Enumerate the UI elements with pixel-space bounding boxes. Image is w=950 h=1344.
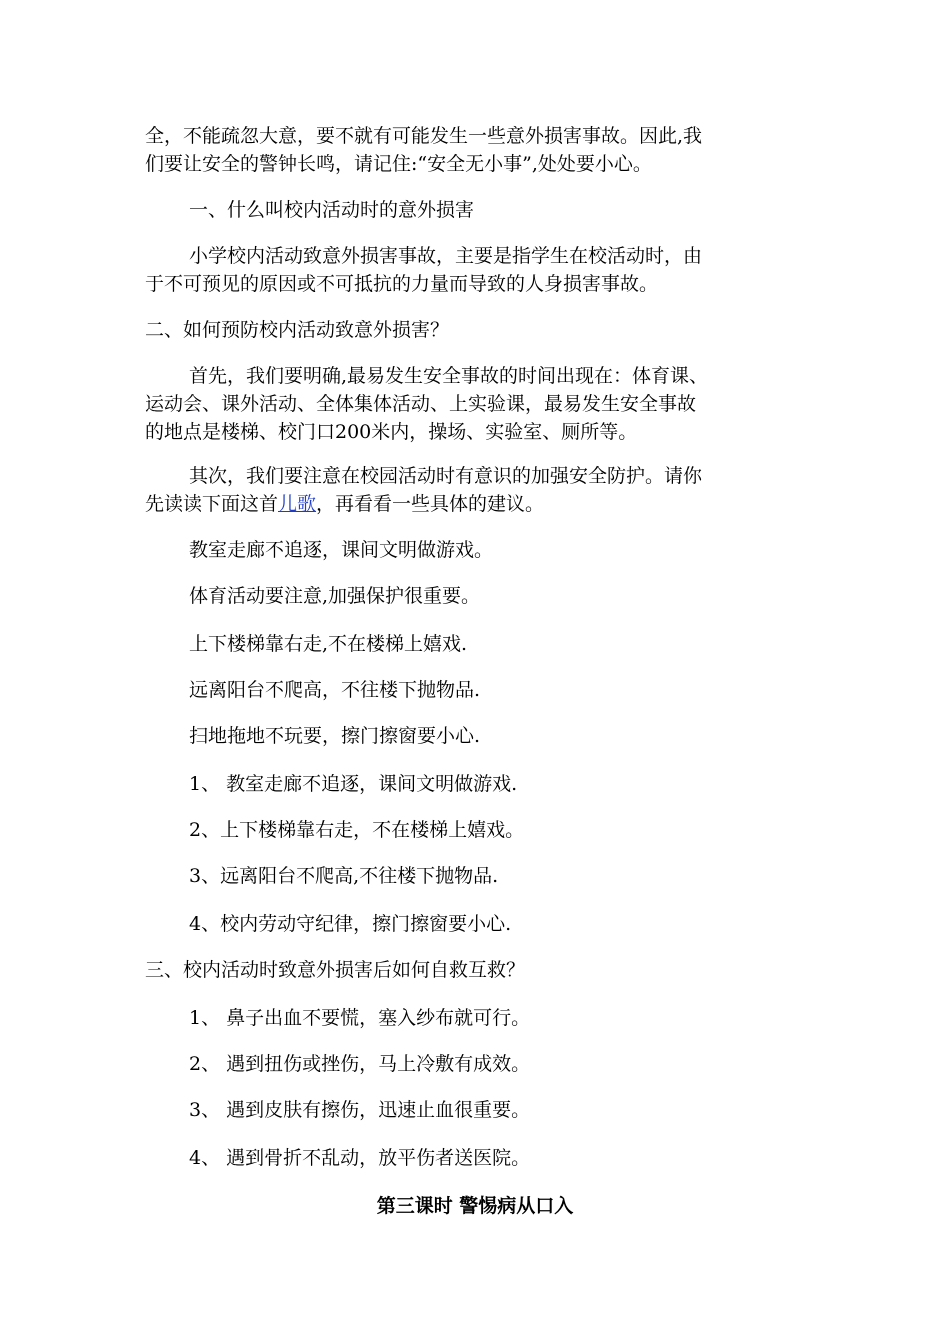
section-2-para-1-line-3: 的地点是楼梯、校门口200米内，操场、实验室、厕所等。 [145, 421, 638, 443]
tip-item: 2、上下楼梯靠右走，不在楼梯上嬉戏。 [189, 819, 525, 841]
section-1-body-line-1: 小学校内活动致意外损害事故，主要是指学生在校活动时，由 [189, 245, 703, 267]
intro-line-1: 全，不能疏忽大意，要不就有可能发生一些意外损害事故。因此,我 [145, 125, 703, 147]
tip-item: 4、校内劳动守纪律，擦门擦窗要小心. [189, 913, 512, 935]
rhyme-line: 上下楼梯靠右走,不在楼梯上嬉戏. [189, 633, 468, 655]
first-aid-item: 1、 鼻子出血不要慌，塞入纱布就可行。 [189, 1007, 531, 1029]
rhyme-line: 体育活动要注意,加强保护很重要。 [189, 585, 481, 607]
tip-item: 1、 教室走廊不追逐，课间文明做游戏. [189, 773, 518, 795]
first-aid-item: 2、 遇到扭伤或挫伤，马上冷敷有成效。 [189, 1053, 531, 1075]
section-2-para-2-line-2 [145, 490, 805, 519]
section-2-para-1-line-2: 运动会、课外活动、全体集体活动、上实验课，最易发生安全事故 [145, 393, 697, 415]
nursery-rhyme-link[interactable]: 儿歌 [278, 493, 317, 515]
section-1-title: 一、什么叫校内活动时的意外损害 [189, 199, 475, 221]
rhyme-line: 扫地拖地不玩要，擦门擦窗要小心. [189, 725, 481, 747]
para-2-text-after-link: ，再看看一些具体的建议。 [316, 493, 545, 515]
tip-item: 3、远离阳台不爬高,不往楼下抛物品. [189, 865, 499, 887]
section-2-para-2-line-1: 其次，我们要注意在校园活动时有意识的加强安全防护。请你 [189, 465, 703, 487]
rhyme-line: 远离阳台不爬高，不往楼下抛物品. [189, 679, 481, 701]
first-aid-item: 4、 遇到骨折不乱动，放平伤者送医院。 [189, 1147, 531, 1169]
para-2-text-before-link: 先读读下面这首 [145, 493, 279, 515]
rhyme-line: 教室走廊不追逐，课间文明做游戏。 [189, 539, 494, 561]
section-3-title: 三、校内活动时致意外损害后如何自救互救？ [145, 959, 526, 981]
first-aid-item: 3、 遇到皮肤有擦伤，迅速止血很重要。 [189, 1099, 531, 1121]
section-1-body-line-2: 于不可预见的原因或不可抵抗的力量而导致的人身损害事故。 [145, 273, 659, 295]
next-lesson-title: 第三课时 警惕病从口入 [376, 1195, 574, 1217]
section-2-title: 二、如何预防校内活动致意外损害？ [145, 319, 450, 341]
intro-line-2: 们要让安全的警钟长鸣，请记住:“安全无小事”,处处要小心。 [145, 153, 652, 175]
section-2-para-1-line-1: 首先，我们要明确,最易发生安全事故的时间出现在：体育课、 [189, 365, 709, 387]
